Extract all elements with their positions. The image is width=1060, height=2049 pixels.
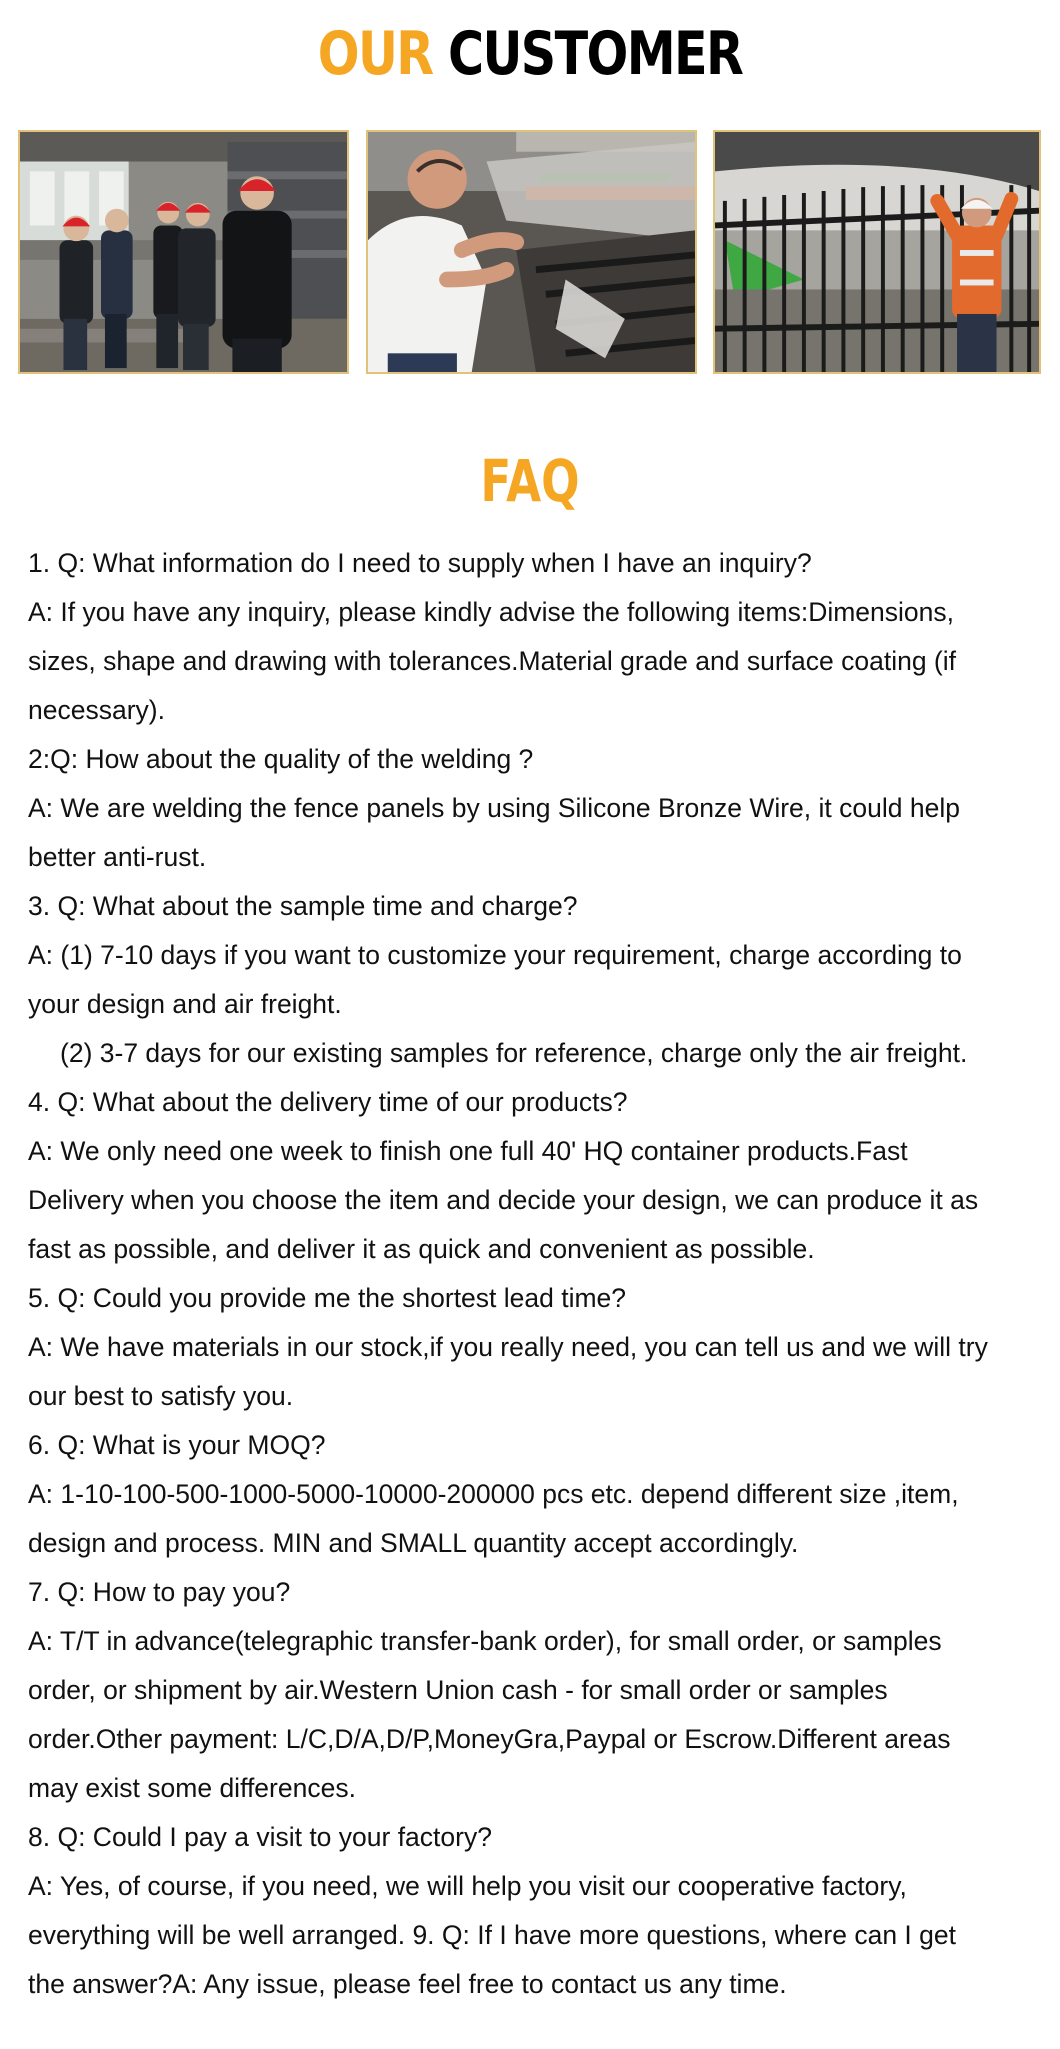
inspection-photo xyxy=(366,130,697,374)
faq-line: A: Yes, of course, if you need, we will help you visit our cooperative factory, xyxy=(28,1871,907,1901)
faq-line: necessary). xyxy=(28,695,165,725)
faq-line: sizes, shape and drawing with tolerances.Material grade and surface coating (if xyxy=(28,646,957,676)
faq-line: A: (1) 7-10 days if you want to customize your requirement, charge according to xyxy=(28,940,962,970)
faq-line: our best to satisfy you. xyxy=(28,1381,294,1411)
page-title xyxy=(95,18,964,90)
faq-line: (2) 3-7 days for our existing samples for reference, charge only the air freight. xyxy=(60,1038,968,1068)
faq-line: better anti-rust. xyxy=(28,842,207,872)
faq-line: 3. Q: What about the sample time and charge? xyxy=(28,891,578,921)
factory-visit-photo xyxy=(18,130,349,374)
faq-line: design and process. MIN and SMALL quantity accept accordingly. xyxy=(28,1528,799,1558)
faq-line: A: 1-10-100-500-1000-5000-10000-200000 pcs etc. depend different size ,item, xyxy=(28,1479,959,1509)
faq-list xyxy=(28,539,1043,2009)
faq-line: your design and air freight. xyxy=(28,989,342,1019)
faq-line: A: T/T in advance(telegraphic transfer-bank order), for small order, or samples xyxy=(28,1626,942,1656)
faq-line: 8. Q: Could I pay a visit to your factory? xyxy=(28,1822,492,1852)
faq-line: order, or shipment by air.Western Union cash - for small order or samples xyxy=(28,1675,888,1705)
faq-line: the answer?A: Any issue, please feel free to contact us any time. xyxy=(28,1969,787,1999)
faq-line: may exist some differences. xyxy=(28,1773,356,1803)
fence-installation-photo xyxy=(713,130,1041,374)
faq-line: 1. Q: What information do I need to supply when I have an inquiry? xyxy=(28,548,812,578)
title-word-customer: CUSTOMER xyxy=(448,19,743,89)
faq-line: A: We only need one week to finish one full 40' HQ container products.Fast xyxy=(28,1136,908,1166)
faq-title: FAQ xyxy=(480,447,580,515)
faq-line: order.Other payment: L/C,D/A,D/P,MoneyGra,Paypal or Escrow.Different areas xyxy=(28,1724,951,1754)
faq-line: 5. Q: Could you provide me the shortest lead time? xyxy=(28,1283,627,1313)
faq-line: 7. Q: How to pay you? xyxy=(28,1577,291,1607)
faq-line: Delivery when you choose the item and decide your design, we can produce it as xyxy=(28,1185,979,1215)
title-word-our: OUR xyxy=(317,19,433,89)
faq-line: everything will be well arranged. 9. Q: If I have more questions, where can I get xyxy=(28,1920,956,1950)
faq-line: A: We have materials in our stock,if you really need, you can tell us and we will try xyxy=(28,1332,988,1362)
faq-line: A: If you have any inquiry, please kindly advise the following items:Dimensions, xyxy=(28,597,954,627)
faq-line: 4. Q: What about the delivery time of our products? xyxy=(28,1087,628,1117)
faq-line: 6. Q: What is your MOQ? xyxy=(28,1430,326,1460)
faq-line: fast as possible, and deliver it as quick and convenient as possible. xyxy=(28,1234,815,1264)
faq-line: A: We are welding the fence panels by using Silicone Bronze Wire, it could help xyxy=(28,793,960,823)
faq-line: 2:Q: How about the quality of the welding ? xyxy=(28,744,534,774)
